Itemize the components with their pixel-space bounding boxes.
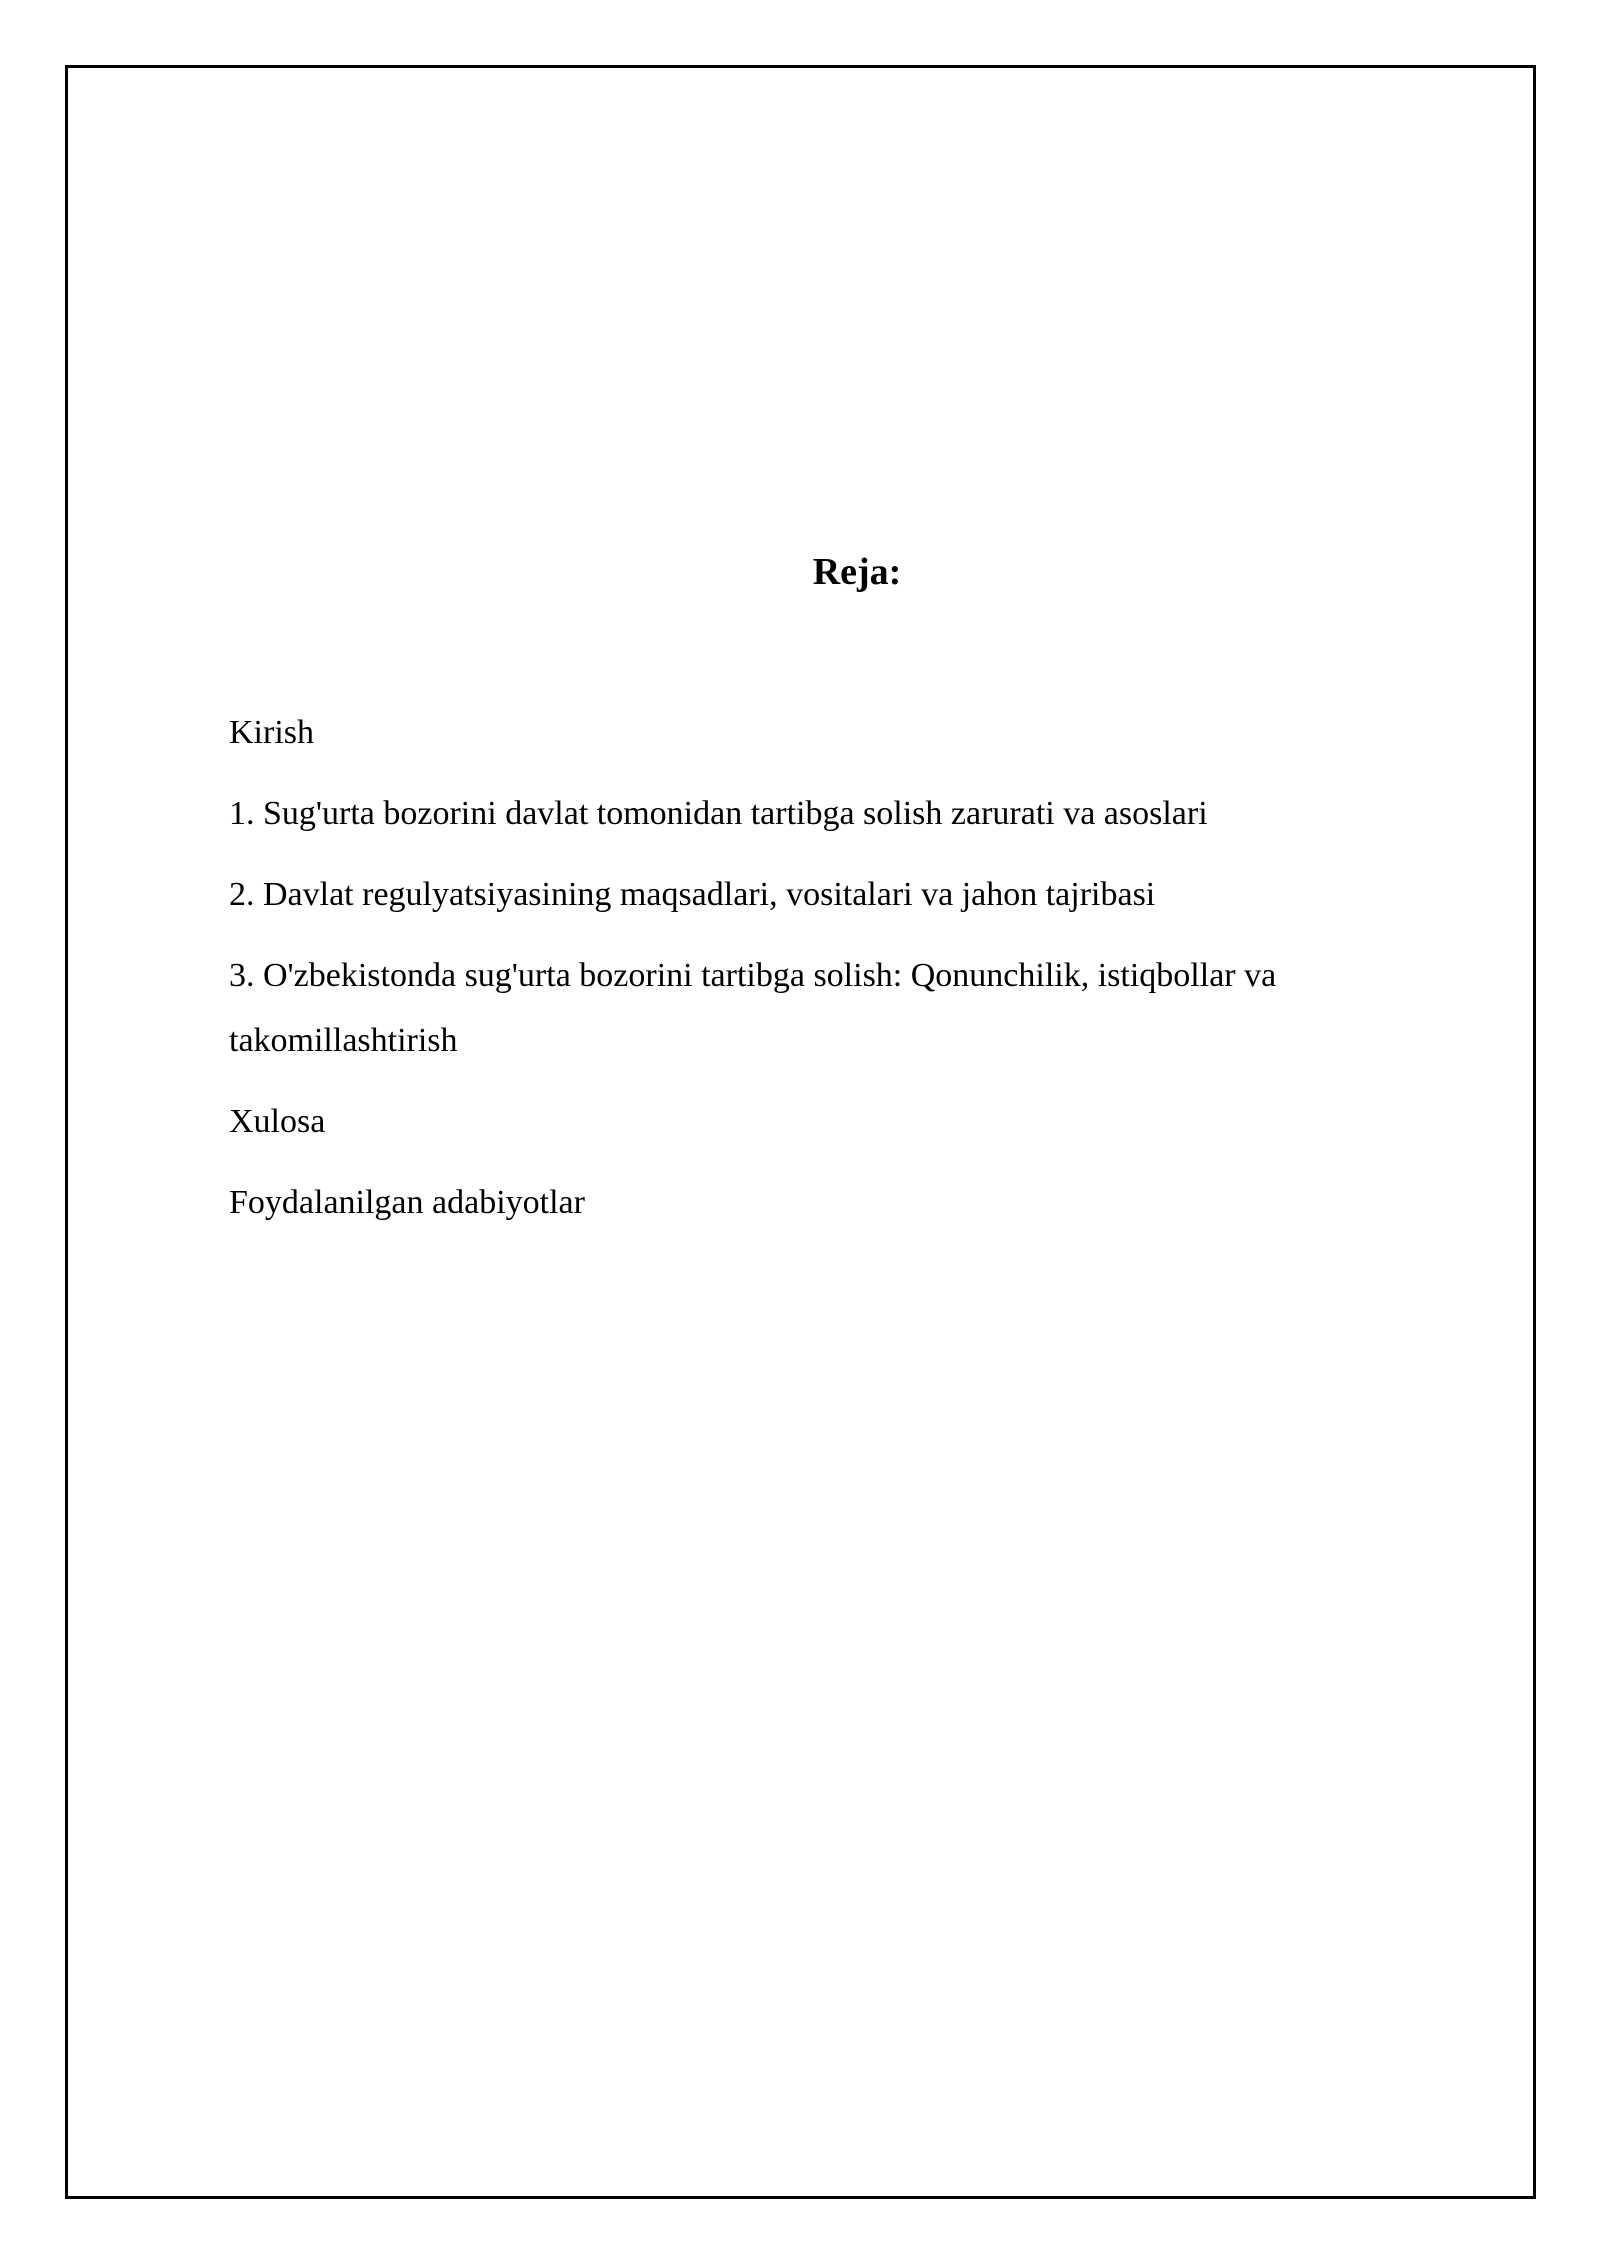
toc-item-text: Foydalanilgan adabiyotlar (229, 1184, 585, 1221)
toc-item-references (229, 1170, 1409, 1235)
toc-item-chapter-2 (229, 862, 1409, 927)
toc-item-text: 3. O'zbekistonda sug'urta bozorini tartibga solish: Qonunchilik, istiqbollar va (229, 957, 1277, 994)
toc-item-text: 1. Sug'urta bozorini davlat tomonidan tartibga solish zarurati va asoslari (229, 795, 1208, 832)
toc-item-introduction (229, 700, 1409, 765)
toc-item-conclusion (229, 1089, 1409, 1154)
toc-item-chapter-1 (229, 781, 1409, 846)
toc-item-text: 2. Davlat regulyatsiyasining maqsadlari, vositalari va jahon tajribasi (229, 876, 1156, 913)
toc-item-text: Kirish (229, 714, 314, 751)
table-of-contents (229, 700, 1409, 1251)
page-title: Reja: (812, 551, 902, 593)
toc-item-chapter-3 (229, 943, 1409, 1073)
toc-item-text: Xulosa (229, 1103, 326, 1140)
toc-item-text-continued: takomillashtirish (229, 1022, 458, 1059)
